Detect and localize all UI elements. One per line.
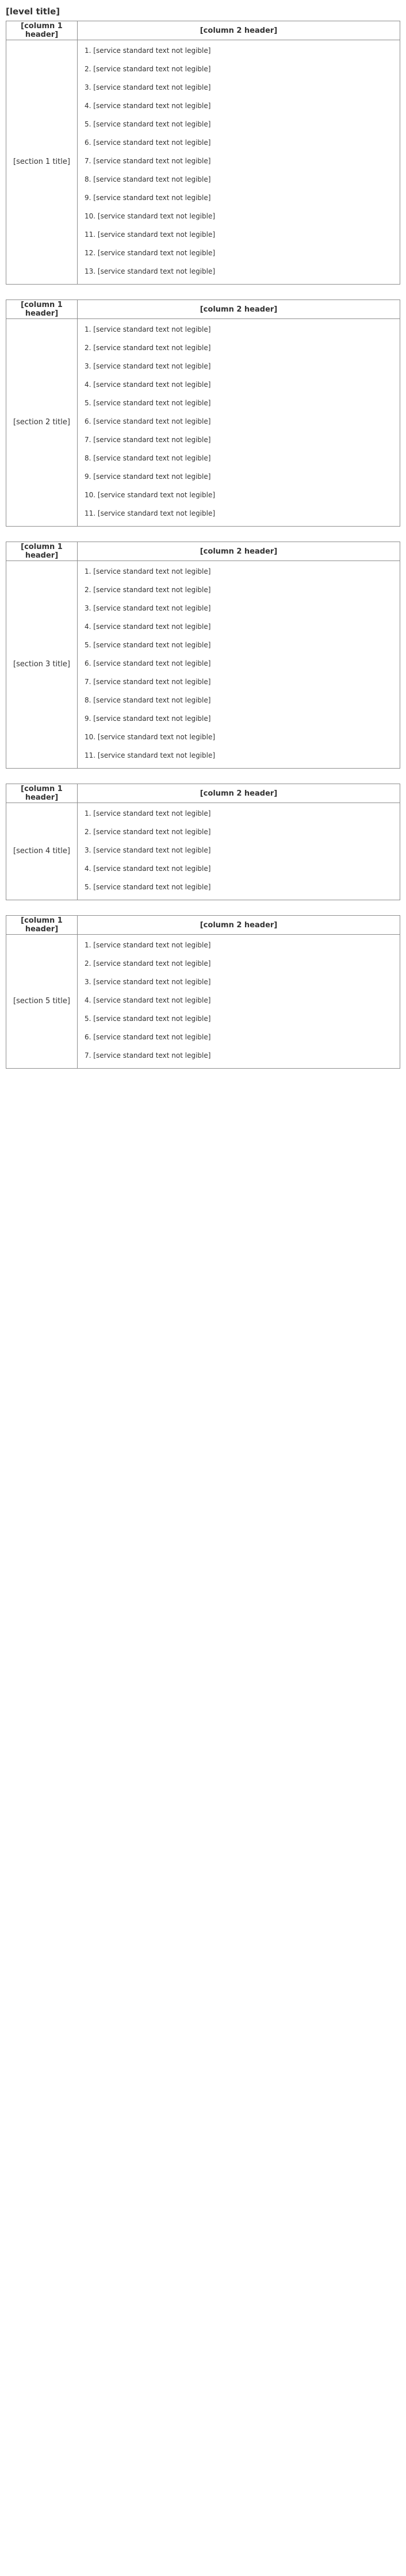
standard-item: 2. [service standard text not legible] — [85, 959, 211, 968]
service-category: [section 1 title] — [6, 40, 78, 285]
level-title: [level title] — [6, 6, 60, 17]
standard-item: 1. [service standard text not legible] — [85, 47, 211, 55]
service-standard-list — [78, 803, 400, 900]
standard-item: 10. [service standard text not legible] — [85, 212, 216, 220]
standard-item: 6. [service standard text not legible] — [85, 139, 211, 147]
table-row — [6, 561, 400, 769]
standard-item: 3. [service standard text not legible] — [85, 604, 211, 612]
standard-item: 10. [service standard text not legible] — [85, 733, 216, 741]
standard-item: 4. [service standard text not legible] — [85, 996, 211, 1004]
service-standard-table — [6, 542, 400, 769]
service-section-5 — [6, 915, 400, 1069]
header-service-item: [column 1 header] — [6, 300, 78, 319]
standard-item: 7. [service standard text not legible] — [85, 678, 211, 686]
table-header-row — [6, 916, 400, 935]
standard-item: 3. [service standard text not legible] — [85, 846, 211, 854]
standard-item: 6. [service standard text not legible] — [85, 417, 211, 425]
standard-item: 2. [service standard text not legible] — [85, 344, 211, 352]
service-standard-table — [6, 784, 400, 900]
standard-item: 7. [service standard text not legible] — [85, 1051, 211, 1059]
table-header-row — [6, 300, 400, 319]
header-service-standard: [column 2 header] — [78, 916, 400, 935]
service-section-2 — [6, 300, 400, 527]
standard-item: 1. [service standard text not legible] — [85, 567, 211, 575]
standard-item: 7. [service standard text not legible] — [85, 157, 211, 165]
standard-item: 13. [service standard text not legible] — [85, 267, 216, 275]
standard-item: 11. [service standard text not legible] — [85, 231, 216, 239]
service-standard-list — [78, 319, 400, 527]
header-service-standard: [column 2 header] — [78, 784, 400, 803]
standard-item: 9. [service standard text not legible] — [85, 473, 211, 481]
service-category: [section 2 title] — [6, 319, 78, 527]
service-standard-table — [6, 915, 400, 1069]
header-service-item: [column 1 header] — [6, 21, 78, 40]
service-standard-list — [78, 40, 400, 285]
table-header-row — [6, 542, 400, 561]
service-standard-table — [6, 300, 400, 527]
standard-item: 3. [service standard text not legible] — [85, 978, 211, 986]
standard-item: 10. [service standard text not legible] — [85, 491, 216, 499]
header-service-standard: [column 2 header] — [78, 542, 400, 561]
service-standard-tables — [6, 21, 400, 1069]
service-category: [section 3 title] — [6, 561, 78, 769]
standard-item: 5. [service standard text not legible] — [85, 120, 211, 128]
table-row — [6, 319, 400, 527]
standard-item: 8. [service standard text not legible] — [85, 175, 211, 183]
table-row — [6, 40, 400, 285]
standard-item: 5. [service standard text not legible] — [85, 641, 211, 649]
header-service-item: [column 1 header] — [6, 916, 78, 935]
standard-item: 2. [service standard text not legible] — [85, 828, 211, 836]
service-standard-table — [6, 21, 400, 285]
table-header-row — [6, 21, 400, 40]
standard-item: 5. [service standard text not legible] — [85, 399, 211, 407]
standard-item: 3. [service standard text not legible] — [85, 83, 211, 91]
standard-item: 6. [service standard text not legible] — [85, 659, 211, 667]
standard-item: 8. [service standard text not legible] — [85, 454, 211, 462]
standard-item: 4. [service standard text not legible] — [85, 865, 211, 873]
service-standard-list — [78, 935, 400, 1069]
standard-item: 1. [service standard text not legible] — [85, 941, 211, 949]
service-category: [section 5 title] — [6, 935, 78, 1069]
header-service-item: [column 1 header] — [6, 542, 78, 561]
table-row — [6, 803, 400, 900]
standard-item: 2. [service standard text not legible] — [85, 586, 211, 594]
standard-item: 1. [service standard text not legible] — [85, 325, 211, 333]
service-category: [section 4 title] — [6, 803, 78, 900]
standard-item: 11. [service standard text not legible] — [85, 751, 216, 759]
table-row — [6, 935, 400, 1069]
standard-item: 4. [service standard text not legible] — [85, 102, 211, 110]
standard-item: 12. [service standard text not legible] — [85, 249, 216, 257]
standard-item: 5. [service standard text not legible] — [85, 883, 211, 891]
standard-item: 4. [service standard text not legible] — [85, 623, 211, 631]
header-service-standard: [column 2 header] — [78, 300, 400, 319]
standard-item: 4. [service standard text not legible] — [85, 381, 211, 389]
header-service-item: [column 1 header] — [6, 784, 78, 803]
standard-item: 9. [service standard text not legible] — [85, 194, 211, 202]
standard-item: 2. [service standard text not legible] — [85, 65, 211, 73]
header-service-standard: [column 2 header] — [78, 21, 400, 40]
table-header-row — [6, 784, 400, 803]
service-standard-list — [78, 561, 400, 769]
standard-item: 6. [service standard text not legible] — [85, 1033, 211, 1041]
standard-item: 9. [service standard text not legible] — [85, 715, 211, 723]
standard-item: 5. [service standard text not legible] — [85, 1015, 211, 1023]
service-section-1 — [6, 21, 400, 285]
standard-item: 3. [service standard text not legible] — [85, 362, 211, 370]
standard-item: 1. [service standard text not legible] — [85, 809, 211, 817]
service-section-4 — [6, 784, 400, 900]
standard-item: 7. [service standard text not legible] — [85, 436, 211, 444]
service-section-3 — [6, 542, 400, 769]
standard-item: 11. [service standard text not legible] — [85, 509, 216, 517]
standard-item: 8. [service standard text not legible] — [85, 696, 211, 704]
